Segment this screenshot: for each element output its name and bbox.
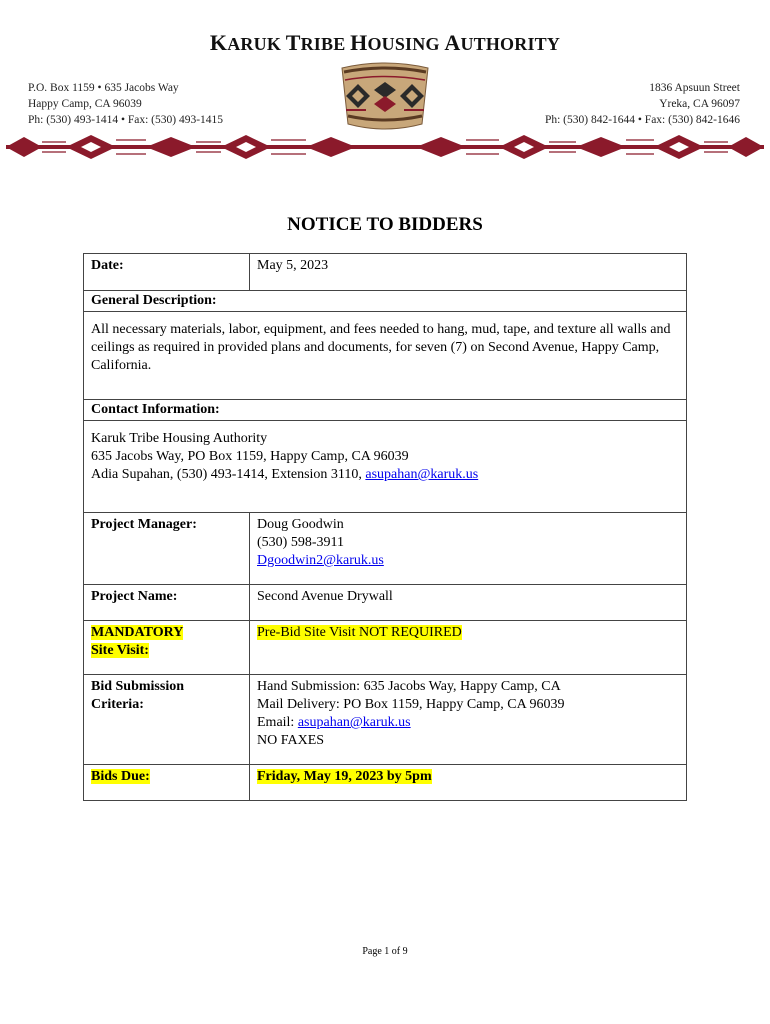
bids-due-label-cell [84,765,250,801]
org-initial: A [444,30,461,55]
bid-submission-block [250,675,687,765]
bid-notice-table [83,253,687,801]
contact-address: 635 Jacobs Way, PO Box 1159, Happy Camp, CA 96039 [91,449,409,464]
address-line: 1836 Apsuun Street [649,82,740,94]
address-line: Happy Camp, CA 96039 [28,98,142,110]
bid-submission-label [84,675,250,765]
project-manager-row [84,513,687,585]
site-visit-cell [250,621,687,675]
org-initial: H [350,30,368,55]
address-line: P.O. Box 1159 • 635 Jacobs Way [28,82,179,94]
org-initial: T [285,30,301,55]
site-visit-value: Pre-Bid Site Visit NOT REQUIRED [257,625,462,640]
date-label: Date: [84,254,250,291]
site-visit-row [84,621,687,675]
site-visit-label [84,621,250,675]
bids-due-row [84,765,687,801]
contact-label-row [84,400,687,421]
general-description-text: All necessary materials, labor, equipment, and fees needed to hang, mud, tape, and texture all walls and ceilings as required in provided plans and documents, for seven (7) on Second Avenue, Happy Camp, California. [84,312,687,400]
bids-due-cell [250,765,687,801]
address-line: Yreka, CA 96097 [659,98,740,110]
right-address-block [545,80,740,128]
site-visit-label-line2: Site Visit: [91,643,149,658]
notice-title: NOTICE TO BIDDERS [287,214,483,235]
site-visit-label-line1: MANDATORY [91,625,184,640]
basket-logo [336,60,434,132]
bids-due-label: Bids Due: [91,769,150,784]
contact-label: Contact Information: [84,400,687,421]
contact-block [84,421,687,513]
project-manager-block [250,513,687,585]
org-word: ARUK [227,34,286,54]
hand-submission: Hand Submission: 635 Jacobs Way, Happy Camp, CA [257,679,561,694]
project-manager-label: Project Manager: [84,513,250,585]
contact-person-text: Adia Supahan, (530) 493-1414, Extension 3110, [91,467,366,482]
left-address-block [28,80,223,128]
bids-due-value: Friday, May 19, 2023 by 5pm [257,769,432,784]
contact-email-link[interactable]: asupahan@karuk.us [365,467,479,482]
bid-submission-label-line2: Criteria: [91,697,144,712]
organization-name [0,30,770,56]
address-line: Ph: (530) 842-1644 • Fax: (530) 842-1646 [544,114,740,126]
org-initial: K [209,30,228,55]
date-row [84,254,687,291]
org-word: OUSING [367,34,445,54]
submission-email [257,714,679,732]
project-manager-name: Doug Goodwin [257,517,344,532]
general-description-label-row [84,291,687,312]
date-value: May 5, 2023 [250,254,687,291]
org-word: RIBE [300,34,351,54]
submission-email-link[interactable]: asupahan@karuk.us [297,715,411,730]
submission-email-prefix: Email: [257,715,298,730]
bid-submission-label-line1: Bid Submission [91,679,184,694]
project-name-label: Project Name: [84,585,250,621]
project-name-value: Second Avenue Drywall [250,585,687,621]
no-faxes-note: NO FAXES [257,733,325,748]
project-manager-phone: (530) 598-3911 [257,535,344,550]
decorative-border [6,132,764,162]
contact-org: Karuk Tribe Housing Authority [91,431,268,446]
project-manager-email-link[interactable]: Dgoodwin2@karuk.us [257,553,384,568]
address-line: Ph: (530) 493-1414 • Fax: (530) 493-1415 [28,114,224,126]
page-number: Page 1 of 9 [362,946,408,957]
org-word: UTHORITY [460,34,561,54]
contact-row [84,421,687,513]
project-name-row [84,585,687,621]
contact-person [91,466,679,484]
general-description-label: General Description: [84,291,687,312]
bid-submission-row [84,675,687,765]
general-description-row [84,312,687,400]
mail-delivery: Mail Delivery: PO Box 1159, Happy Camp, CA 96039 [257,697,565,712]
